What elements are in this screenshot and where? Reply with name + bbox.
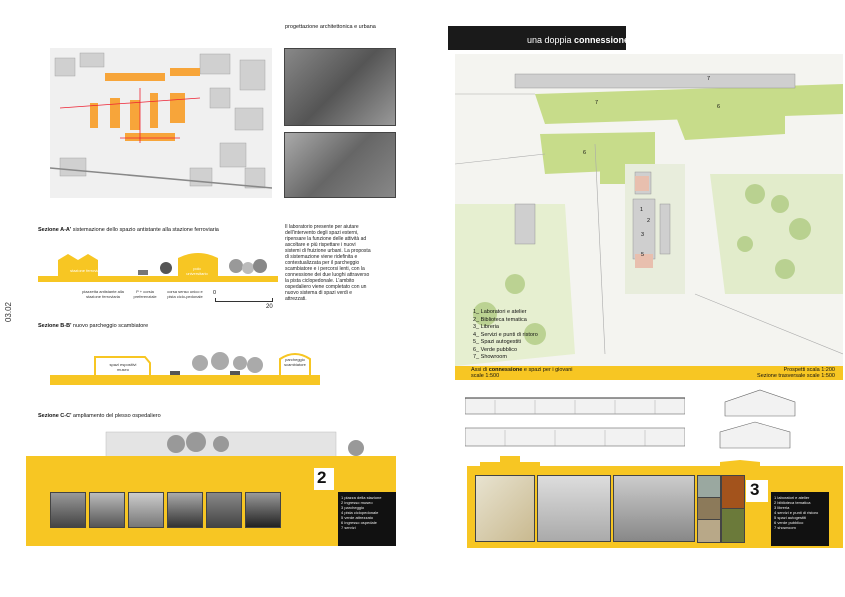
map-number: 6 [583,150,587,156]
elevation-4 [715,420,795,450]
material-swatch-1 [697,475,721,499]
legend-item: 2 biblioteca tematica [774,500,811,505]
right-page [445,0,845,597]
legend-item: 2 ingresso museo [341,500,373,505]
photo-6 [245,492,281,528]
map-number: 7 [707,76,711,82]
elevation-1 [465,392,685,418]
legend-item: 3 libreria [774,505,790,510]
legend-item: 4 servizi e punti di ristoro [774,510,819,515]
caption-right: Prospetti scala 1:200 Sezione trasversale scale 1:500 [757,367,835,379]
legend-item: 7 servizi [341,525,356,530]
photo-strip [50,492,280,526]
section-a-label-1: piazzetta antistante alla stazione ferroviaria [82,289,124,299]
section-a-label-2: P + corsia preferenziale [133,289,157,299]
section-c-title: Sezione C-C' ampliamento del plesso ospedaliero [38,413,161,419]
section-b-box2-label: parcheggio scambiatore [284,357,306,367]
legend-item: 1 piazza della stazione [341,495,382,500]
legend-item: 7_ Showroom [473,354,507,360]
legend-item: 6 ingresso ospedale [341,520,377,525]
section-a-title: Sezione A-A' sistemazione dello spazio antistante alla stazione ferroviaria [38,227,219,233]
render-2 [613,475,695,542]
map-number: 3 [641,232,645,238]
site-plan [50,48,272,198]
section-b-title: Sezione B-B' nuovo parcheggio scambiatore [38,323,149,329]
section-c-drawing [26,428,396,463]
photo-4 [167,492,203,528]
photo-5 [206,492,242,528]
legend-item: 7 showroom [774,525,796,530]
section-a-label-3: corsa senso unico e pista ciclo-pedonale [167,289,203,299]
legend-item: 6_ Verde pubblico [473,346,518,353]
elevation-2 [720,388,800,418]
page-title: una doppia connessione [527,35,630,45]
sketch-image [475,475,535,542]
section-b-box1-label: spazi espositivi museo [109,362,137,372]
section-a-box1-label: stazione ferroviaria [70,268,104,273]
legend-item: 2_ Biblioteca tematica [473,316,527,323]
caption-left: Assi di connessione e spazi per i giovani scale 1:500 [471,367,573,379]
map-number: 2 [647,218,651,224]
scale-end: 20 [266,304,273,310]
page-title: progettazione architettonica e urbana [285,24,376,30]
section-a-box2-label: polo universitario [186,266,208,276]
material-swatch-4 [721,475,745,510]
material-swatch-2 [697,497,721,521]
site-plan-drawing [50,48,272,198]
legend-item: 5_ Spazi autogestiti [473,339,522,345]
panel-number: 3 [750,480,760,499]
render-1 [537,475,611,542]
left-page [0,0,420,597]
map-number: 7 [595,100,599,106]
material-swatch-5 [721,508,745,543]
legend-item: 3_ Libreria [473,324,499,330]
page-number: 03.02 [4,302,13,323]
legend [473,309,538,362]
photo-3 [128,492,164,528]
legend-item: 5 verde attrezzato [341,515,374,520]
panel-number: 2 [317,468,327,487]
map-number: 5 [641,252,645,258]
legend-item: 3 parcheggio [341,505,365,510]
aerial-photo-2 [284,132,396,198]
legend-item: 1 laboratori e atelier [774,495,810,500]
legend-box [771,492,829,546]
legend-item: 6 verde pubblico [774,520,804,525]
body-text: Il laboratorio presente per aiutare dell'intervento degli spazi esterni, ripensare la funzione delle attività ad ascoltare e più rispettare i nuovi sistemi di fruizione urbani. La proposta di sistemazione viene ridefinita e contestualizzata per il parcheggio scambiatore e i percorsi lenti, con la connessione dei due luoghi attraverso la pista ciclopedonale. L'ambito ospedaliero viene completato con un nuovo sistema di spazi verdi e attrezzati. [285,224,371,302]
legend-item: 4 pista ciclopedonale [341,510,379,515]
material-swatch-3 [697,519,721,543]
legend-item: 1_ Laboratori e atelier [473,309,527,315]
legend-box [338,492,396,546]
photo-1 [50,492,86,528]
elevation-3 [465,424,685,448]
scale-bar [215,298,273,302]
scale-start: 0 [213,290,217,296]
map-number: 1 [640,207,644,213]
legend-item: 5 spazi autogestiti [774,515,807,520]
photo-2 [89,492,125,528]
map-number: 6 [717,104,721,110]
aerial-photo-1 [284,48,396,126]
legend-item: 4_ Servizi e punti di ristoro [473,331,538,338]
